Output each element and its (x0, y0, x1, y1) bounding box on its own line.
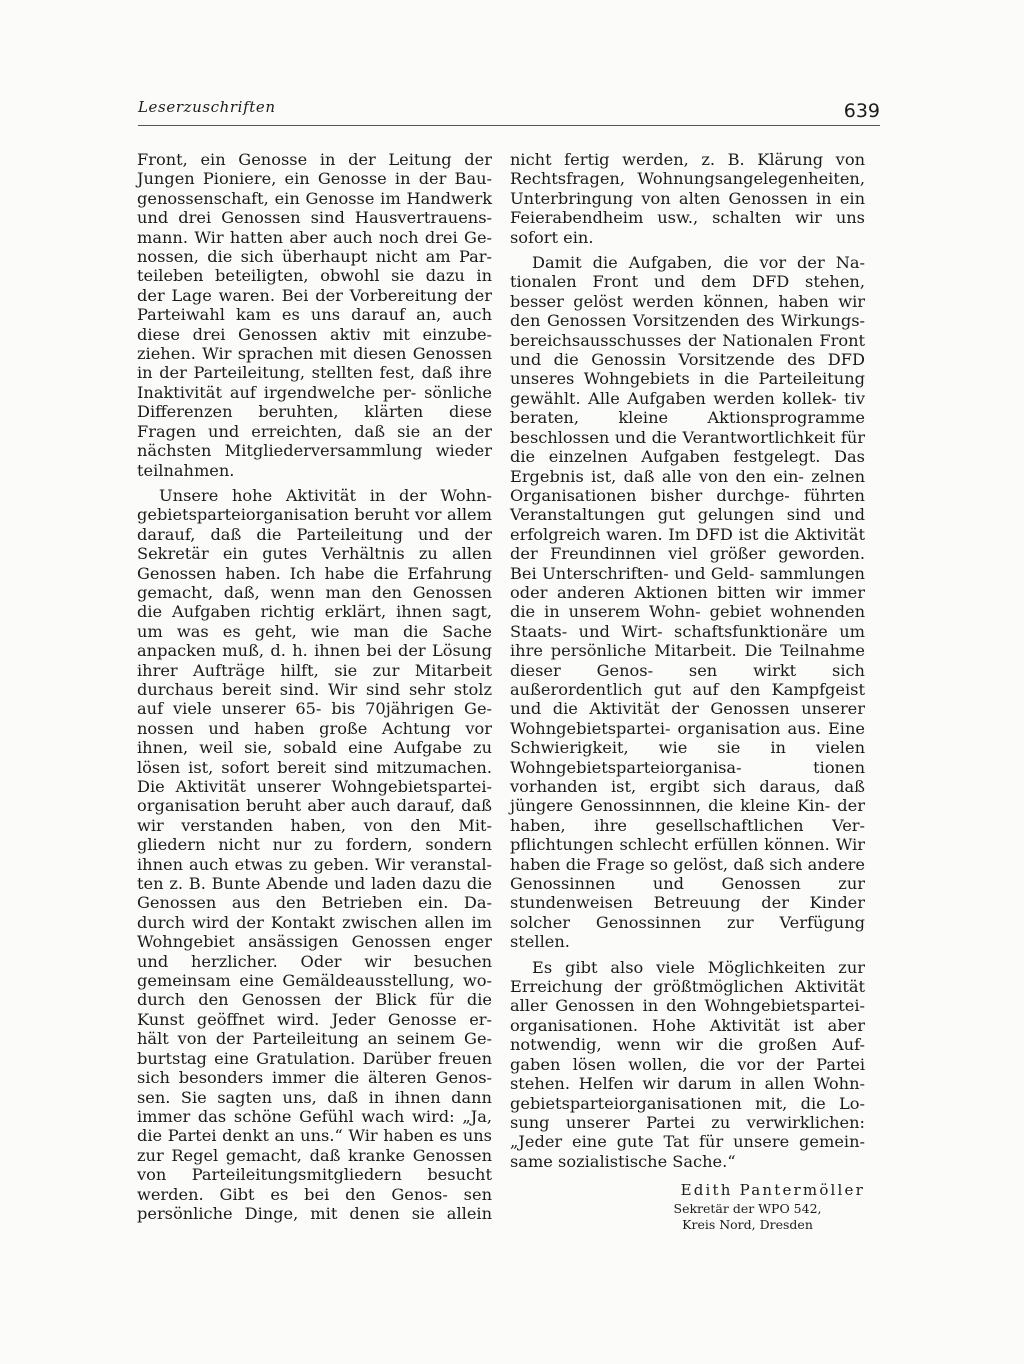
paragraph: nicht fertig werden, z. B. Klärung von Rechtsfragen, Wohnungsangelegenheiten, Unterbringung von alten Genossen in ein Feierabendheim usw., schalten wir uns sofort ein. (510, 150, 865, 247)
page-number: 639 (843, 100, 880, 122)
header-rule (138, 125, 880, 126)
paragraph: Unsere hohe Aktivität in der Wohn- gebietsparteiorganisation beruht vor allem darauf, daß die Parteileitung und der Sekretär ein gutes Verhältnis zu allen Genossen haben. Ich habe die Erfahrung gemacht, daß, wenn man den Genossen die Aufgaben richtig erklärt, ihnen sagt, um was es geht, wie man die Sache anpacken muß, d. h. ihnen bei der Lösung ihrer Aufträge hilft, sie zur Mitarbeit durchaus bereit sind. Wir sind sehr stolz auf viele unserer 65- bis 70jährigen Ge- nossen und haben große Achtung vor ihnen, weil sie, sobald eine Aufgabe zu lösen ist, sofort bereit sind mitzumachen. Die Aktivität unserer Wohngebietspartei- organisation beruht aber auch darauf, daß wir verstanden haben, von den Mit- gliedern nicht nur zu fordern, sondern ihnen auch etwas zu geben. Wir veranstal- ten z. B. Bunte Abende und laden dazu die Genossen aus den Betrieben ein. Da- durch wird der Kontakt zwischen allen im Wohngebiet ansässigen Genossen enger und herzlicher. Oder wir besuchen gemeinsam eine Gemäldeausstellung, wo- durch den Genossen der Blick für die Kunst geöffnet wird. Jeder Genosse er- hält von der Parteileitung an seinem Ge- burtstag eine Gratulation. Darüber freuen sich besonders immer die älteren Genos- sen. Sie sagten uns, daß in ihnen dann immer das schöne Gefühl wach wird: „Ja, die Partei denkt an uns.“ Wir haben es uns zur Regel gemacht, daß kranke Genossen von Parteileitungsmitgliedern besucht werden. Gibt es bei den Genos- sen persönliche Dinge, mit denen sie allein (137, 485, 492, 1223)
paragraph: Es gibt also viele Möglichkeiten zur Erreichung der größtmöglichen Aktivität aller Genossen in den Wohngebietspartei- organisationen. Hohe Aktivität ist aber notwendig, wenn wir die großen Auf- gaben lösen wollen, die vor der Partei stehen. Helfen wir darum in allen Wohn- gebietsparteiorganisationen mit, die Lo- sung unserer Partei zu verwirklichen: „Jeder eine gute Tat für unsere gemein- same sozialistische Sache.“ (510, 957, 865, 1171)
paragraph: Front, ein Genosse in der Leitung der Jungen Pioniere, ein Genosse in der Bau- genossenschaft, ein Genosse im Handwerk und drei Genossen sind Hausvertrauens- mann. Wir hatten aber auch noch drei Ge- nossen, die sich überhaupt nicht am Par- teileben beteiligten, obwohl sie dazu in der Lage waren. Bei der Vorbereitung der Parteiwahl kam es uns darauf an, auch diese drei Genossen aktiv mit einzube- ziehen. Wir sprachen mit diesen Genossen in der Parteileitung, stellten fest, daß ihre Inaktivität auf irgendwelche per- sönliche Differenzen beruhten, klärten diese Fragen und erreichten, daß sie an der nächsten Mitgliederversammlung wieder teilnahmen. (137, 150, 492, 480)
paragraph: Damit die Aufgaben, die vor der Na- tionalen Front und dem DFD stehen, besser gelöst werden können, haben wir den Genossen Vorsitzenden des Wirkungs- bereichsausschusses der Nationalen Front und die Genossin Vorsitzende des DFD unseres Wohngebiets in die Parteileitung gewählt. Alle Aufgaben werden kollek- tiv beraten, kleine Aktionsprogramme beschlossen und die Verantwortlichkeit für die einzelnen Aufgaben festgelegt. Das Ergebnis ist, daß alle von den ein- zelnen Organisationen bisher durchge- führten Veranstaltungen gut gelungen sind und erfolgreich waren. Im DFD ist die Aktivität der Freundinnen viel größer geworden. Bei Unterschriften- und Geld- sammlungen oder anderen Aktionen bitten wir immer die in unserem Wohn- gebiet wohnenden Staats- und Wirt- schaftsfunktionäre um ihre persönliche Mitarbeit. Die Teilnahme dieser Genos- sen wirkt sich außerordentlich gut auf den Kampfgeist und die Aktivität der Genossen unserer Wohngebietspartei- organisation aus. Eine Schwierigkeit, wie sie in vielen Wohngebietsparteiorganisa- tionen vorhanden ist, ergibt sich daraus, daß jüngere Genossinnnen, die kleine Kin- der haben, ihre gesellschaftlichen Ver- pflichtungen schlecht erfüllen können. Wir haben die Frage so gelöst, daß sich andere Genossinnen und Genossen zur stundenweisen Betreuung der Kinder solcher Genossinnen zur Verfügung stellen. (510, 253, 865, 952)
author-role: Sekretär der WPO 542, (673, 1200, 822, 1216)
author-location: Kreis Nord, Dresden (682, 1216, 813, 1232)
right-column (510, 150, 865, 1233)
section-title: Leserzuschriften (138, 98, 276, 116)
author-name: Edith Pantermöller (680, 1181, 865, 1200)
left-column (137, 150, 492, 1229)
